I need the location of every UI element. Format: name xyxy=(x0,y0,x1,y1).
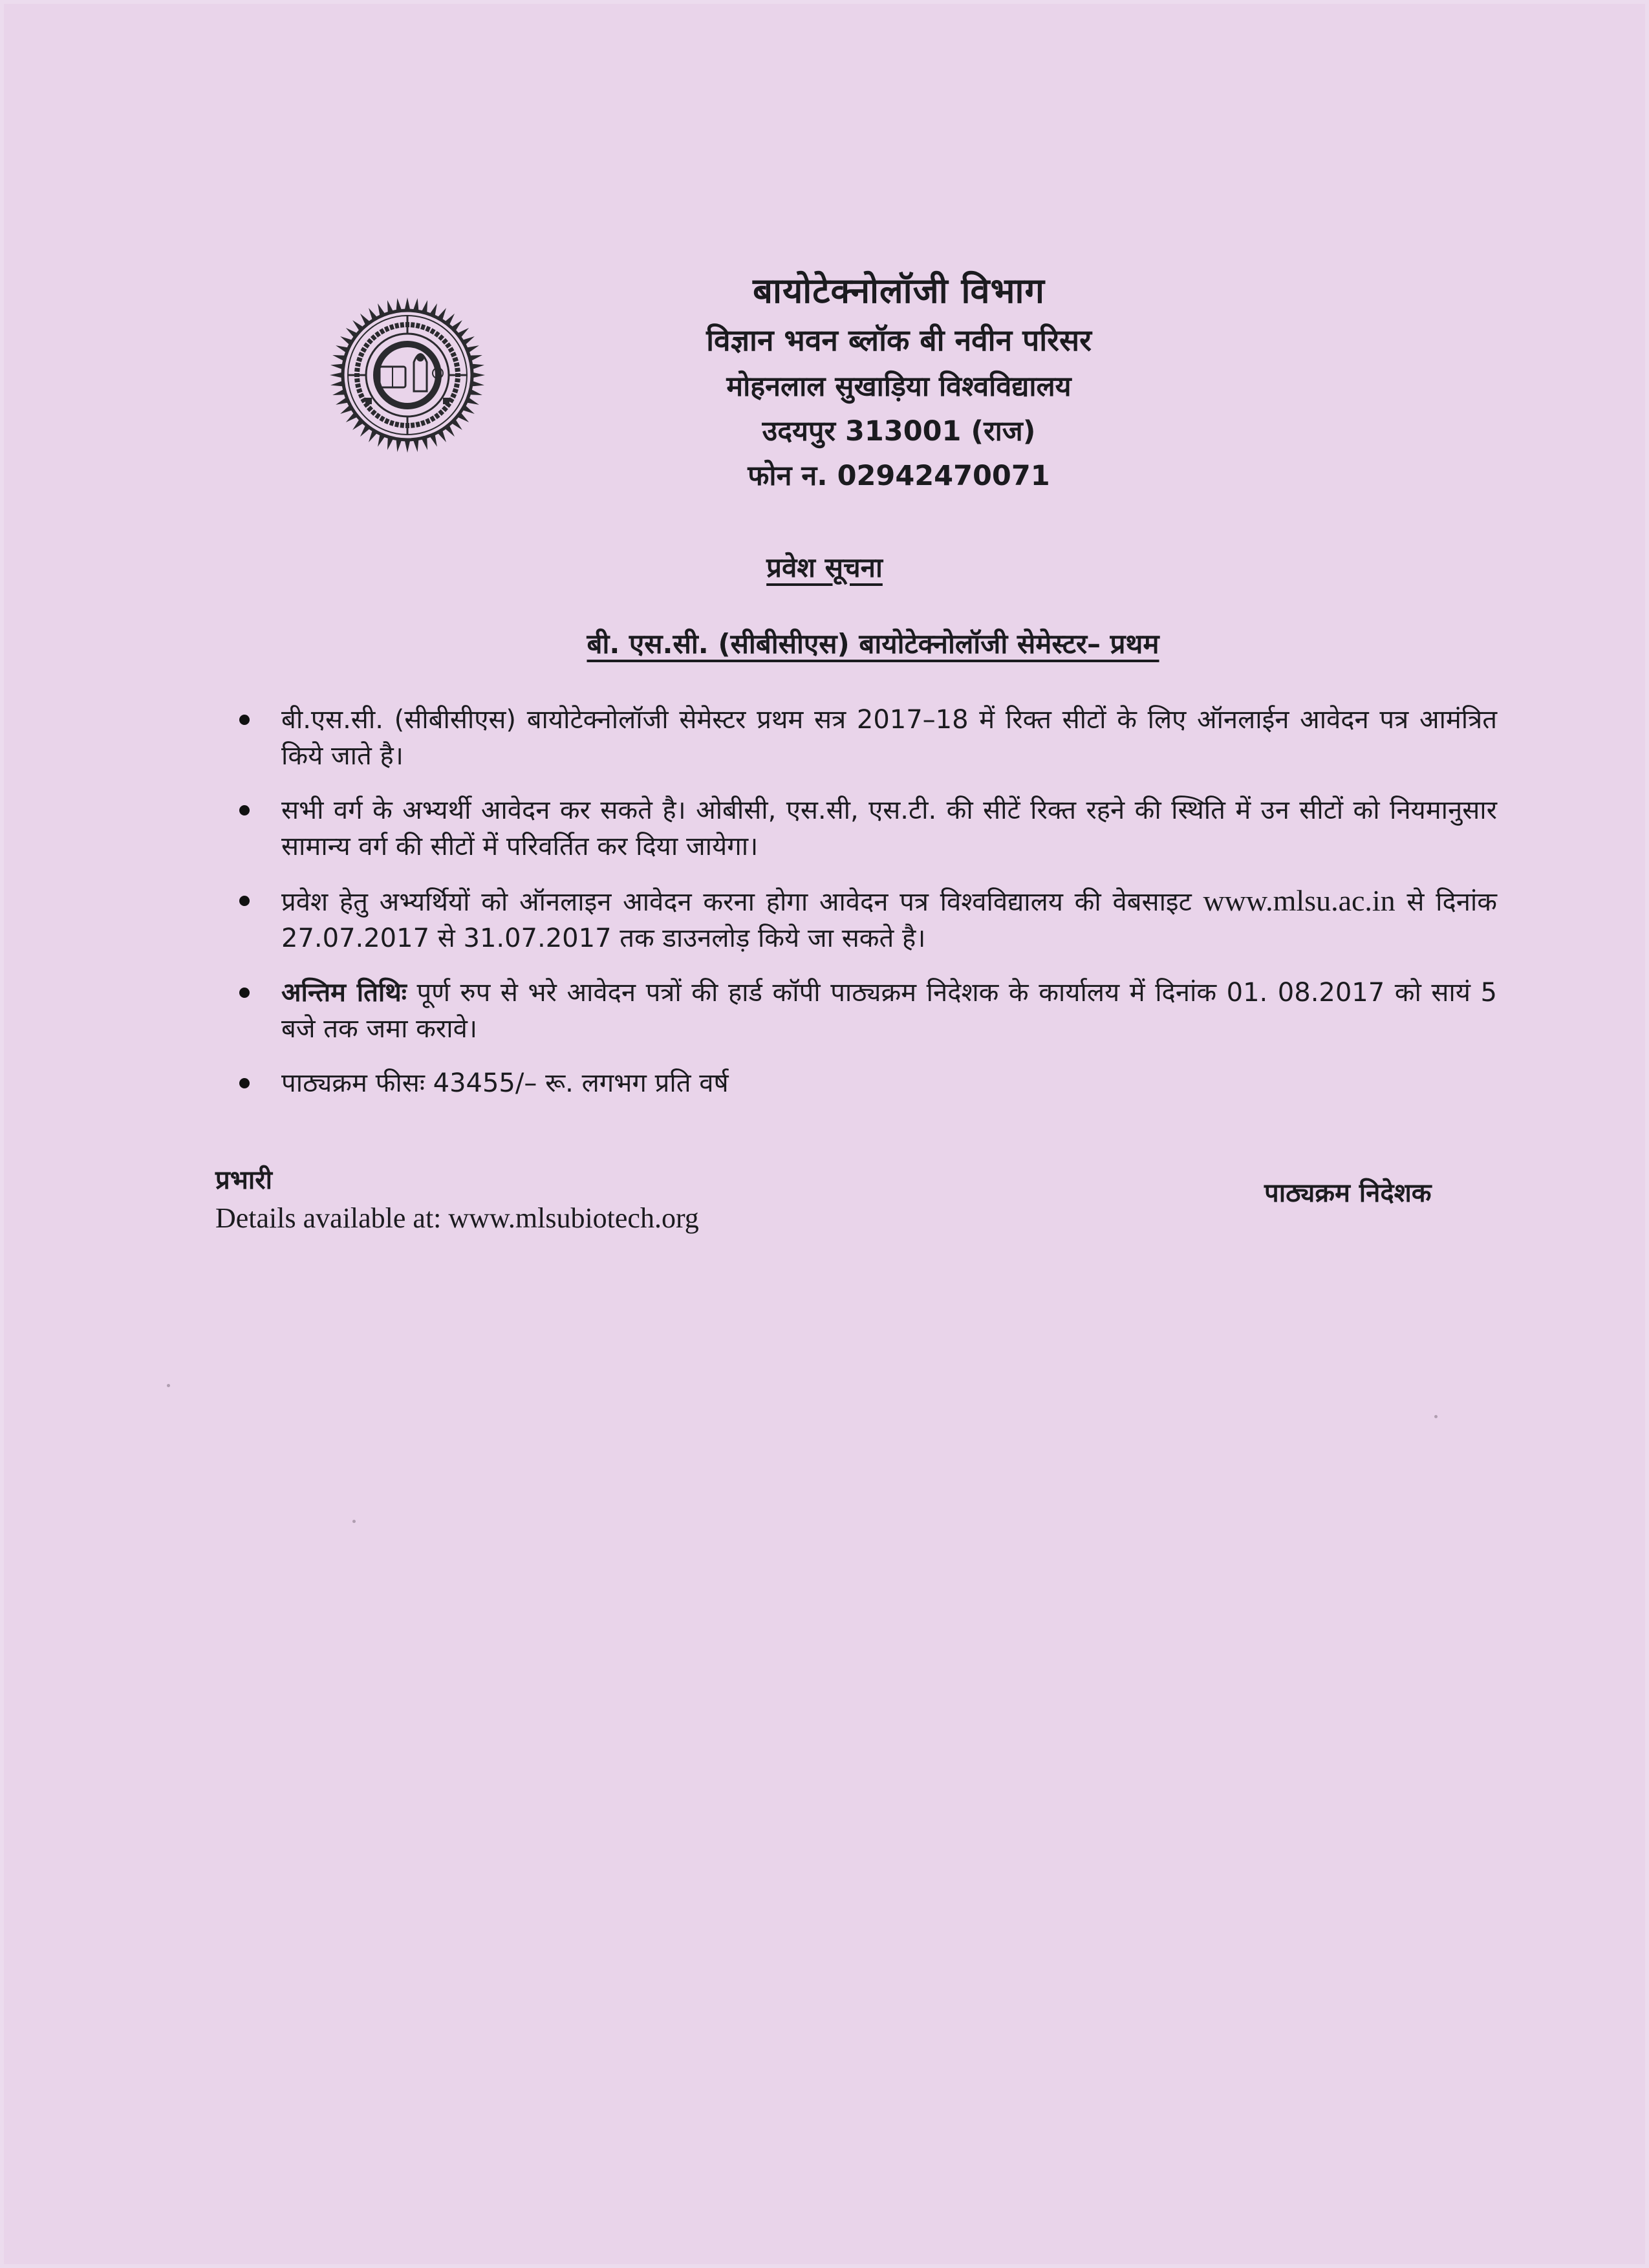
details-website-line[interactable]: Details available at: www.mlsubiotech.org xyxy=(215,1202,699,1234)
point-text: पाठ्यक्रम फीसः 43455/– रू. लगभग प्रति वर्ष xyxy=(281,1068,729,1098)
seal-letter-mark xyxy=(374,413,381,419)
seal-letter-mark xyxy=(354,378,360,383)
seal-letter-mark xyxy=(394,422,400,427)
seal-letter-mark xyxy=(455,373,460,377)
paper-speck xyxy=(352,1520,356,1523)
department-name: बायोटेक्नोलॉजी विभाग xyxy=(753,270,1045,311)
seal-letter-mark xyxy=(405,423,409,428)
notice-title xyxy=(0,548,1649,585)
seal-letter-mark xyxy=(454,362,460,367)
seal-letter-mark xyxy=(450,393,457,398)
point-text: से दिनांक 27.07.2017 से 31.07.2017 तक डाउनलोड़ किये जा सकते है। xyxy=(281,887,1498,953)
seal-letter-mark xyxy=(374,331,381,338)
seal-letter-mark xyxy=(452,388,458,393)
seal-letter-mark xyxy=(452,357,458,362)
list-item xyxy=(239,883,1497,956)
seal-letter-mark xyxy=(356,357,362,362)
seal-tooth xyxy=(472,373,485,378)
course-title xyxy=(0,625,1649,662)
seal-tooth xyxy=(330,373,343,378)
bullet-icon xyxy=(239,1078,250,1088)
seal-letter-mark xyxy=(429,416,435,422)
seal-letter-mark xyxy=(434,331,440,338)
seal-letter-mark xyxy=(379,328,385,334)
seal-letter-mark xyxy=(354,367,360,372)
seal-letter-mark xyxy=(411,422,415,428)
point-text: पूर्ण रुप से भरे आवेदन पत्रों की हार्ड कॉपी पाठ्यक्रम निदेशक के कार्यालय में दिनांक 01. 08.2017 को सायं 5 बजे तक जमा करावे। xyxy=(281,978,1498,1044)
seal-letter-mark xyxy=(384,326,390,332)
list-item xyxy=(239,702,1497,774)
list-item xyxy=(239,1065,1497,1101)
university-name: मोहनलाल सुखाड़िया विश्वविद्यालय xyxy=(726,371,1072,403)
bullet-icon xyxy=(239,715,250,725)
seal-letter-mark xyxy=(360,347,367,352)
seal-letter-mark xyxy=(389,324,394,330)
point-text: बी.एस.सी. (सीबीसीएस) बायोटेक्नोलॉजी सेमेस्टर प्रथम सत्र 2017–18 में रिक्त सीटों के लिए ऑनलाईन आवेदन पत्र आमंत्रित किये जाते है। xyxy=(281,705,1497,771)
seal-letter-mark xyxy=(355,383,361,388)
university-seal-icon xyxy=(327,294,488,456)
seal-letter-mark xyxy=(400,322,404,328)
notice-points-list xyxy=(239,702,1497,1119)
seal-letter-mark xyxy=(425,326,431,332)
seal-letter-mark xyxy=(450,352,457,358)
paper-speck xyxy=(167,1384,170,1387)
seal-letter-mark xyxy=(354,373,360,377)
seal-letter-mark xyxy=(355,362,361,367)
last-date-label: अन्तिम तिथिः xyxy=(281,978,407,1008)
paper-speck xyxy=(1434,1415,1438,1418)
seal-tooth xyxy=(405,440,411,453)
building-address: विज्ञान भवन ब्लॉक बी नवीन परिसर xyxy=(706,323,1092,358)
seal-letter-mark xyxy=(438,409,444,416)
seal-letter-mark xyxy=(429,328,435,334)
seal-letter-mark xyxy=(415,323,420,329)
seal-letter-mark xyxy=(379,416,385,422)
seal-letter-mark xyxy=(363,342,370,349)
seal-letter-mark xyxy=(448,347,455,352)
notice-title-text: प्रवेश सूचना xyxy=(766,552,883,583)
seal-letter-mark xyxy=(358,352,365,358)
seal-letter-mark xyxy=(411,322,415,328)
seal-letter-mark xyxy=(434,413,440,419)
seal-letter-mark xyxy=(442,405,448,412)
seal-letter-mark xyxy=(455,378,460,383)
seal-letter-mark xyxy=(356,388,362,393)
seal-letter-mark xyxy=(384,418,390,424)
seal-letter-mark xyxy=(455,367,460,372)
university-website-link[interactable]: www.mlsu.ac.in xyxy=(1203,884,1396,917)
seal-letter-mark xyxy=(438,334,444,341)
bullet-icon xyxy=(239,896,250,906)
point-text: सभी वर्ग के अभ्यर्थी आवेदन कर सकते है। ओबीसी, एस.सी, एस.टी. की सीटें रिक्त रहने की स्थिति में उन सीटों को नियमानुसार सामान्य वर्ग की सीटों में परिवर्तित कर दिया जायेगा। xyxy=(281,795,1497,861)
seal-letter-mark xyxy=(445,342,451,349)
seal-letter-mark xyxy=(371,334,377,341)
seal-letter-mark xyxy=(420,324,426,330)
course-title-text: बी. एस.सी. (सीबीसीएस) बायोटेक्नोलॉजी सेमेस्टर– प्रथम xyxy=(587,628,1159,660)
letterhead xyxy=(608,265,1190,500)
list-item xyxy=(239,792,1497,865)
incharge-signature-label: प्रभारी xyxy=(215,1165,272,1195)
course-director-label: पाठ्यक्रम निदेशक xyxy=(1264,1178,1432,1208)
phone-number: फोन न. 02942470071 xyxy=(748,460,1050,492)
list-item xyxy=(239,975,1497,1047)
seal-letter-mark xyxy=(425,418,431,424)
seal-tooth xyxy=(405,297,411,310)
bullet-icon xyxy=(239,805,250,815)
seal-letter-mark xyxy=(442,338,448,345)
city-pincode: उदयपुर 313001 (राज) xyxy=(762,415,1036,448)
seal-letter-mark xyxy=(415,422,420,427)
seal-letter-mark xyxy=(367,405,373,412)
seal-letter-mark xyxy=(454,383,460,388)
point-text: प्रवेश हेतु अभ्यर्थियों को ऑनलाइन आवेदन करना होगा आवेदन पत्र विश्वविद्यालय की वेबसाइट xyxy=(281,887,1192,917)
bullet-icon xyxy=(239,988,250,998)
seal-letter-mark xyxy=(389,420,394,426)
seal-letter-mark xyxy=(367,338,373,345)
seal-letter-mark xyxy=(400,422,404,428)
seal-letter-mark xyxy=(420,420,426,426)
seal-letter-mark xyxy=(371,409,377,416)
seal-letter-mark xyxy=(358,393,365,398)
seal-letter-mark xyxy=(394,323,400,329)
seal-letter-mark xyxy=(405,322,409,327)
